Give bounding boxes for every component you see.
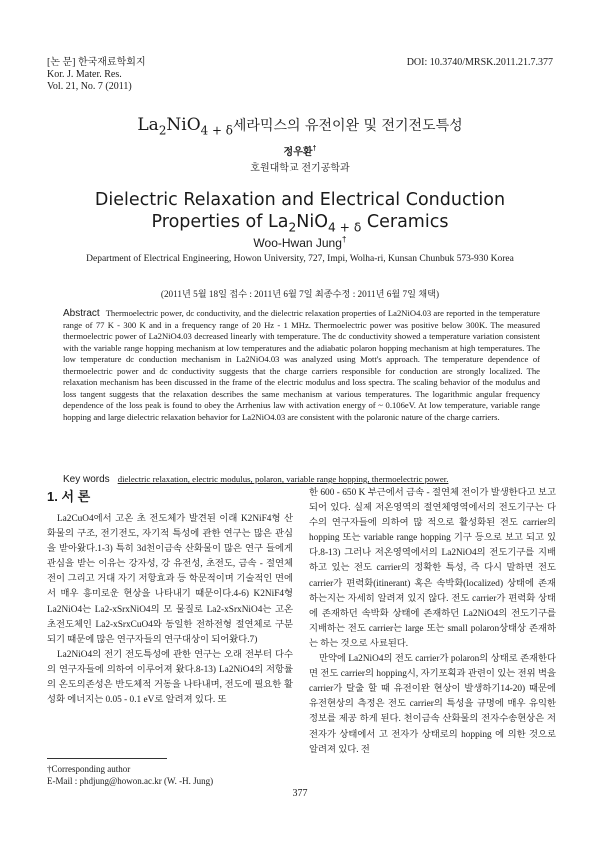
journal-volume: Vol. 21, No. 7 (2011) — [47, 81, 132, 92]
left-column — [47, 512, 293, 740]
paragraph: 만약에 La2NiO4의 전도 carrier가 polaron의 상태로 존재한다면 전도 carrier의 hopping시, 자기포획과 관련이 있는 전위 벽을 carrier가 탈출 할 때 유전이완 현상이 발생하기14-20) 때문에 유전현상의 측정은 전도 carrier의 특성을 규명에 매우 유익한 정보를 제공 하게 된다. 천이금속 산화물의 전자수송현상은 저 전자가 상태에서 고 전자가 상태로의 hopping 에 의한 것으로 알려져 있다. 전 — [309, 654, 556, 755]
keywords-label: Key words — [63, 474, 110, 485]
right-column — [309, 486, 556, 772]
abstract-text: Thermoelectric power, dc conductivity, and the dielectric relaxation properties of La2NiO4.03 are reported in the temperature range of 77 K - 300 K and in a frequency range of 20 Hz - 1 MHz. Thermoelectric power was positive below 300K. The measured thermoelectric power of La2NiO4.03 decreased linearly with temperature. The dc conductivity showed a temperature variation consistent with the variable range hopping mechanism at low temperatures and the adiabatic polaron hopping mechanism at high temperatures. The low temperature dc conduction mechanism in La2NiO4.03 was analyzed using Mott's approach. The temperature dependence of thermoelectric power and dc conductivity suggests that the charge carriers responsible for conduction are strongly localized. The relaxation mechanism has been discussed in the frame of the electric modulus and loss spectra. The scaling behavior of the modulus and loss tangent suggests that the relaxation describes the same mechanism at various temperatures. The logarithmic angular frequency dependence of the loss peak is found to obey the Arrhenius law with activation energy of ~ 0.106eV. At low temperature, variable range hopping and large dielectric relaxation behavior for La2NiO4.03 are consistent with the polaronic nature of the charge carriers. — [63, 308, 540, 422]
footnote — [47, 763, 213, 787]
author-english: Woo-Hwan Jung† — [253, 234, 347, 250]
journal-name-en: Kor. J. Mater. Res. — [47, 69, 122, 80]
abstract-label: Abstract — [63, 308, 100, 319]
title-english: Dielectric Relaxation and Electrical Conduction Properties of $La_2NiO_{4 + \delta}$ Ceramics — [94, 190, 506, 235]
footnote-email: E-Mail : phdjung@howon.ac.kr (W. -H. Jung) — [47, 776, 214, 786]
journal-info — [47, 57, 146, 93]
affiliation-english: Department of Electrical Engineering, Howon University, 727, Impi, Wolha-ri, Kunsan Chunbuk 573-930 Korea — [86, 254, 514, 264]
title-korean: $La_2NiO_{4 + \delta}$세라믹스의 유전이완 및 전기전도특성 — [137, 115, 463, 138]
journal-name: [논 문] 한국재료학회지 — [47, 57, 146, 68]
keywords — [63, 474, 540, 485]
section-heading: 1. 서 론 — [47, 489, 91, 504]
paragraph: 한 600 - 650 K 부근에서 금속 - 절연체 전이가 발생한다고 보고 되어 있다. 실제 저온영역의 절연체영역에서의 전도기구는 다수의 연구자들에 의하여 많 적으로 활성화된 전도 carrier의 hopping 또는 variable range hopping 기구 등으로 보고 되고 있다.8-13) 그러나 저온영역에서의 La2NiO4의 전도기구를 지배하고 있는 전도 carrier의 정확한 특성, 즉 다시 말하면 전도 carrier가 편력화(itinerant) 혹은 속박화(localized) 상태에 존재하는지는 자세히 알려져 있지 않다. 전도 carrier가 편력화 상태에 존재하던 속박화 상태에 존재하던 La2NiO4의 전도기구를 지배하는 전도 carrier는 large 또는 small polaron상태상 존재하는 하는 것으로 사료된다. — [309, 488, 556, 649]
paragraph: La2CuO4에서 고온 초 전도체가 발견된 이래 K2NiF4형 산화물의 구조, 전기전도, 자기적 특성에 관한 연구는 많은 관심을 받아왔다.1-3) 특히 3d천이금속 산화물이 많은 연구 들에게 관심을 받는 이유는 강자성, 강 유전성, 초전도, 금속 - 절연체 전이 그리고 거대 자기 저항효과 등 학문적이며 기술적인 면에서 매우 흥미로운 현상을 나타내기 때문이다.4-6) K2NiF4형 La2NiO4는 La2-xSrxNiO4의 모 물질로 La2-xSrxNiO4는 고온 초전도체인 La2-xSrxCuO4와 동일한 전하전형 절연체로 구분되기 때문에 많은 연구자들의 연구대상이 되어왔다.7) — [47, 514, 293, 645]
paragraph: La2NiO4의 전기 전도특성에 관한 연구는 오래 전부터 다수의 연구자들에 의하여 이루어져 왔다.8-13) La2NiO4의 저항률의 온도의존성은 반도체적 거동을 나타내며, 전도에 필요한 활성화 에너지는 0.05 - 0.1 eV로 알려져 있다. 또 — [47, 649, 293, 706]
abstract — [63, 308, 540, 423]
footnote-rule — [47, 758, 167, 759]
doi: DOI: 10.3740/MRSK.2011.21.7.377 — [406, 57, 553, 68]
author-korean: 정우환† — [283, 145, 317, 158]
affiliation-korean: 호원대학교 전기공학과 — [250, 163, 350, 174]
footnote-author: †Corresponding author — [47, 764, 131, 774]
keywords-text: dielectric relaxation, electric modulus, polaron, variable range hopping, thermoelectric power. — [117, 474, 449, 484]
page-number: 377 — [292, 788, 308, 799]
received-dates: (2011년 5월 18일 접수 : 2011년 6월 7일 최종수정 : 2011년 6월 7일 채택) — [160, 289, 440, 299]
